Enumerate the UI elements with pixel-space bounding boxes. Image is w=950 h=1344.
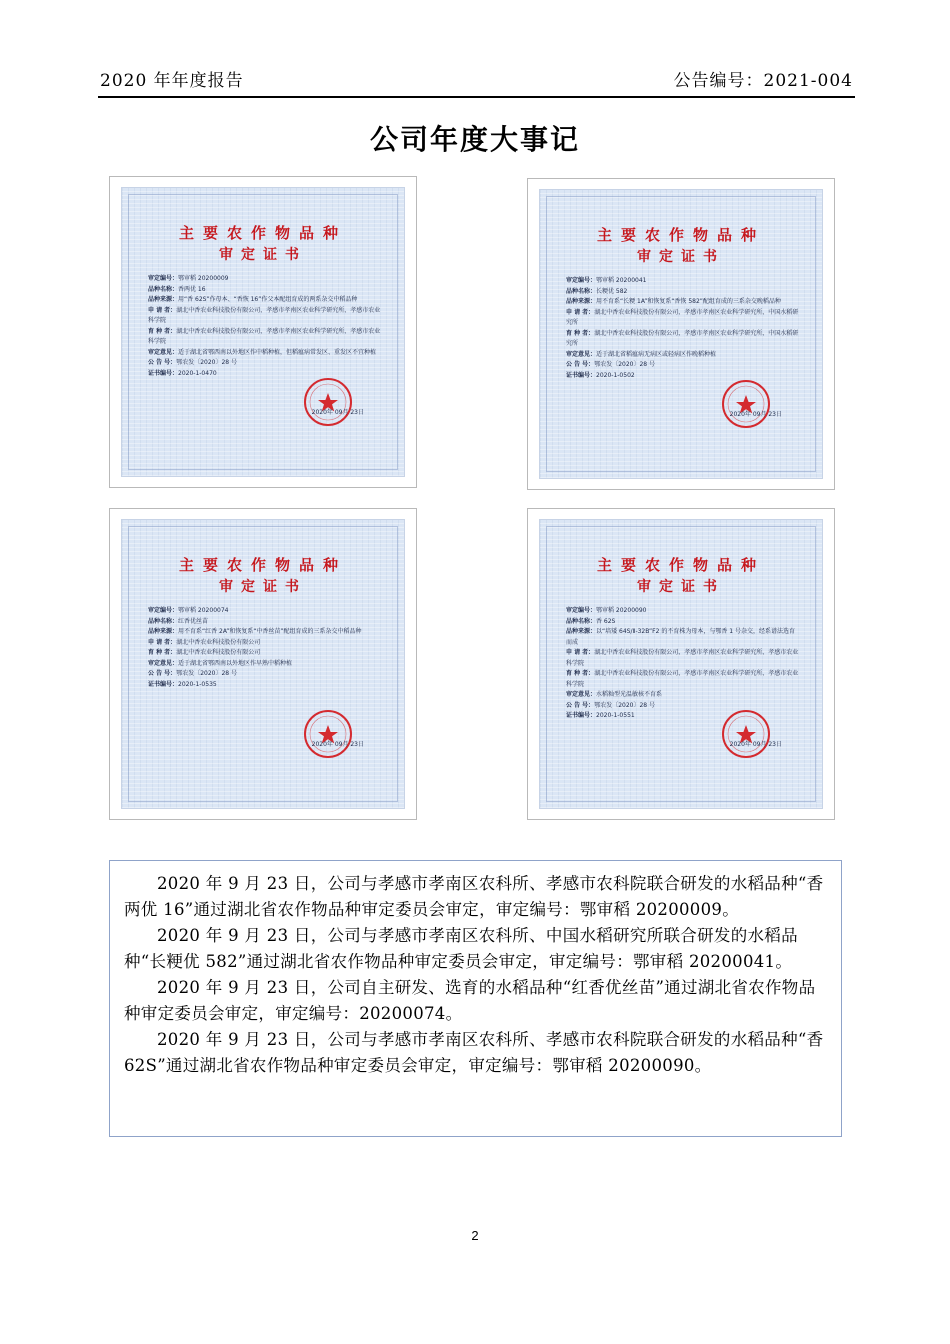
certificate-field xyxy=(148,638,382,649)
certificate-field-key: 申 请 者： xyxy=(566,649,595,656)
certificate-heading: 主要农作物品种 xyxy=(178,224,347,242)
certificate-image-2 xyxy=(527,178,835,490)
certificate-field-key: 公 告 号： xyxy=(148,670,177,677)
page-title: 公司年度大事记 xyxy=(369,123,580,156)
certificate-field xyxy=(566,287,800,298)
header-report-title: 2020 年年度报告 xyxy=(100,71,244,91)
event-paragraph-3: 2020 年 9 月 23 日，公司自主研发、选育的水稻品种“红香优丝苗”通过湖北省农作物品种审定委员会审定，审定编号：20200074。 xyxy=(124,978,816,1023)
certificate xyxy=(121,187,405,477)
certificate-field-value: 2020-1-0470 xyxy=(178,369,217,377)
certificate-field-value: 鄂审稻 20200074 xyxy=(178,607,229,614)
certificate-field-value: 适于湖北省稻瘟病无病区或轻病区作晚稻种植 xyxy=(596,350,717,358)
certificate-image-1 xyxy=(109,176,417,488)
certificate-date: 2020年 09月 23日 xyxy=(311,741,364,748)
certificate-field-value: 湖北中香农业科技股份有限公司、孝感市孝南区农业科学研究所、孝感市农业科学院 xyxy=(148,327,381,345)
certificate-image-4 xyxy=(527,508,835,820)
certificate-field xyxy=(148,648,382,659)
certificate-field-key: 公 告 号： xyxy=(566,361,595,368)
certificate-field-value: 湖北中香农业科技股份有限公司、孝感市孝南区农业科学研究所、孝感市农业科学院 xyxy=(566,649,799,667)
certificate-field xyxy=(566,606,800,617)
certificate-field-key: 审定意见： xyxy=(148,348,179,356)
official-seal-icon xyxy=(302,376,354,428)
certificate-field-value: 红香优丝苗 xyxy=(178,617,209,625)
certificate-field-key: 品种来源： xyxy=(566,298,597,305)
certificate-image-3 xyxy=(109,508,417,820)
certificate-field-key: 品种名称： xyxy=(148,617,179,625)
certificate-field xyxy=(566,297,800,308)
certificate-field-key: 品种来源： xyxy=(566,628,597,635)
certificate-field-value: 湖北中香农业科技股份有限公司、孝感市孝南区农业科学研究所、孝感市农业科学院 xyxy=(566,670,799,688)
certificate-field-value: 鄂农发〔2020〕28 号 xyxy=(594,361,655,368)
certificate-field xyxy=(148,669,382,680)
certificate-field-value: 湖北中香农业科技股份有限公司 xyxy=(176,638,261,646)
event-paragraph-4: 2020 年 9 月 23 日，公司与孝感市孝南区农科所、孝感市农科院联合研发的水稻品种“香 62S”通过湖北省农作物品种审定委员会审定，审定编号：鄂审稻 20200090。 xyxy=(124,1030,824,1075)
certificate-subheading: 审定证书 xyxy=(637,249,725,265)
certificate-field-key: 审定意见： xyxy=(566,691,597,698)
certificate-heading: 主要农作物品种 xyxy=(596,556,765,574)
certificate-field-value: 2020-1-0535 xyxy=(178,680,217,688)
certificate-field-key: 品种名称： xyxy=(148,285,179,293)
header-announcement-number: 公告编号：2021-004 xyxy=(673,71,853,91)
certificate xyxy=(539,189,823,479)
certificate-field-value: 用不育系“红香 2A”和恢复系“中香丝苗”配组育成的三系杂交中稻品种 xyxy=(178,628,362,635)
certificate-field xyxy=(566,329,800,350)
certificate-field xyxy=(148,274,382,285)
certificate-field xyxy=(566,648,800,669)
certificate-heading: 主要农作物品种 xyxy=(596,226,765,244)
certificate-field xyxy=(148,358,382,369)
certificate-field-key: 审定编号： xyxy=(148,607,179,614)
certificate-subheading: 审定证书 xyxy=(637,579,725,595)
certificate-field-key: 申 请 者： xyxy=(566,308,595,316)
certificate-field-value: 鄂审稻 20200009 xyxy=(178,275,229,282)
certificate-field-value: 适于湖北省鄂西南以外地区作早熟中稻种植 xyxy=(178,659,293,667)
certificate xyxy=(121,519,405,809)
certificate-field xyxy=(566,617,800,628)
certificate-field xyxy=(148,680,382,691)
certificate-field xyxy=(148,306,382,327)
certificate-field-key: 公 告 号： xyxy=(148,359,177,366)
certificate-fields xyxy=(566,276,800,381)
certificate-field-key: 证书编号： xyxy=(148,680,179,688)
certificate-field xyxy=(566,360,800,371)
certificate-field xyxy=(148,285,382,296)
certificate-field xyxy=(148,617,382,628)
certificate-field xyxy=(148,606,382,617)
certificate-field xyxy=(148,348,382,359)
official-seal-icon xyxy=(720,378,772,430)
certificate-field-value: 水稻籼型光温敏核不育系 xyxy=(596,691,663,698)
certificate-field-key: 申 请 者： xyxy=(148,638,177,646)
certificate-field-key: 育 种 者： xyxy=(566,670,595,677)
certificate-field xyxy=(566,627,800,648)
event-paragraph-1: 2020 年 9 月 23 日，公司与孝感市孝南区农科所、孝感市农科院联合研发的水稻品种“香两优 16”通过湖北省农作物品种审定委员会审定，审定编号：鄂审稻 20200009。 xyxy=(124,874,824,919)
certificate-date: 2020年 09月 23日 xyxy=(729,411,782,418)
certificate-field xyxy=(148,327,382,348)
certificate-fields xyxy=(148,606,382,690)
certificate-field-key: 审定意见： xyxy=(566,350,597,358)
certificate-date: 2020年 09月 23日 xyxy=(729,741,782,748)
certificate-field xyxy=(148,295,382,306)
certificate-field-key: 品种来源： xyxy=(148,628,179,635)
certificate-field-value: 用“香 62S”作母本、“香恢 16”作父本配组育成的两系杂交中稻品种 xyxy=(178,296,358,303)
certificate-field-key: 审定编号： xyxy=(148,275,179,282)
certificate-field-value: 适于湖北省鄂西南以外地区作中稻种植，但稻瘟病常发区、重发区不宜种植 xyxy=(178,348,377,356)
certificate-field-value: 用不育系“长粳 1A”和恢复系“香恢 582”配组育成的三系杂交晚稻品种 xyxy=(596,298,781,305)
certificate-fields xyxy=(148,274,382,379)
certificate-field-value: 湖北中香农业科技股份有限公司、孝感市孝南区农业科学研究所、孝感市农业科学院 xyxy=(148,306,381,324)
certificate-date: 2020年 09月 23日 xyxy=(311,409,364,416)
certificate-fields xyxy=(566,606,800,722)
certificate-field-value: 鄂农发〔2020〕28 号 xyxy=(594,701,655,709)
certificate-subheading: 审定证书 xyxy=(219,247,307,263)
certificate-field-key: 育 种 者： xyxy=(566,329,595,337)
certificate-field-key: 审定意见： xyxy=(148,659,179,667)
certificate-field-key: 育 种 者： xyxy=(148,649,177,656)
certificate-field xyxy=(566,350,800,361)
certificate-field-value: 鄂农发〔2020〕28 号 xyxy=(176,359,237,366)
certificate-field-value: 鄂审稻 20200041 xyxy=(596,277,647,284)
certificate-field-value: 以“培矮 64S/Ⅱ-32B”F2 的不育株为母本，与鄂香 1 号杂交，经系谱法选育而成 xyxy=(566,628,795,646)
certificate-field-key: 证书编号： xyxy=(566,712,597,719)
page-header xyxy=(98,66,855,98)
certificate-field-key: 公 告 号： xyxy=(566,701,595,709)
certificate-field-key: 品种名称： xyxy=(566,617,597,625)
certificate-field-value: 鄂农发〔2020〕28 号 xyxy=(176,670,237,677)
certificate-field xyxy=(148,659,382,670)
certificate xyxy=(539,519,823,809)
official-seal-icon xyxy=(720,708,772,760)
certificate-field-value: 2020-1-0551 xyxy=(596,712,635,719)
certificate-field-key: 育 种 者： xyxy=(148,327,177,335)
event-paragraph-2: 2020 年 9 月 23 日，公司与孝感市孝南区农科所、中国水稻研究所联合研发的水稻品种“长粳优 582”通过湖北省农作物品种审定委员会审定，审定编号：鄂审稻 20200041。 xyxy=(124,926,798,971)
official-seal-icon xyxy=(302,708,354,760)
page-number: 2 xyxy=(471,1228,479,1243)
certificate-field-key: 审定编号： xyxy=(566,277,597,284)
certificate-field-value: 湖北中香农业科技股份有限公司、孝感市孝南区农业科学研究所、中国水稻研究所 xyxy=(566,329,799,347)
certificate-field xyxy=(566,669,800,690)
certificate-field-key: 证书编号： xyxy=(566,371,597,379)
certificate-field xyxy=(566,276,800,287)
certificate-field-value: 香 62S xyxy=(596,617,616,625)
certificate-subheading: 审定证书 xyxy=(219,579,307,595)
certificate-field xyxy=(566,308,800,329)
certificate-field-value: 香两优 16 xyxy=(178,285,206,293)
certificate-field-key: 品种名称： xyxy=(566,287,597,295)
certificate-field xyxy=(566,690,800,701)
certificate-field-value: 2020-1-0502 xyxy=(596,371,635,379)
certificate-field-value: 鄂审稻 20200090 xyxy=(596,607,647,614)
certificate-heading: 主要农作物品种 xyxy=(178,556,347,574)
certificate-field-value: 湖北中香农业科技股份有限公司 xyxy=(176,649,261,656)
certificate-field xyxy=(148,627,382,638)
certificate-field-value: 长粳优 582 xyxy=(596,287,628,295)
certificate-field-key: 品种来源： xyxy=(148,296,179,303)
certificate-field-key: 申 请 者： xyxy=(148,306,177,314)
events-text-box xyxy=(109,860,842,1137)
certificate-field-value: 湖北中香农业科技股份有限公司、孝感市孝南区农业科学研究所、中国水稻研究所 xyxy=(566,308,799,326)
certificate-field-key: 审定编号： xyxy=(566,607,597,614)
certificate-field-key: 证书编号： xyxy=(148,369,179,377)
